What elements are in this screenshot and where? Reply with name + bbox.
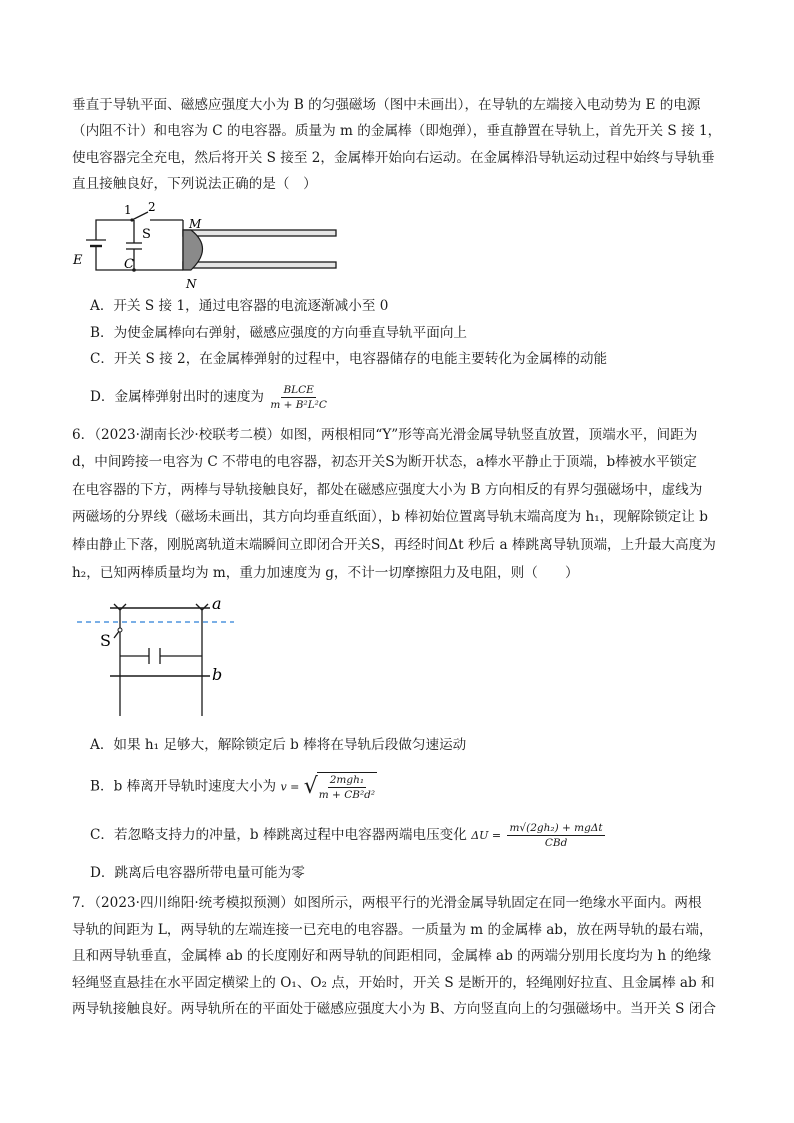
- q6-option-c-fraction: [507, 822, 604, 849]
- q5-line-3: 使电容器完全充电，然后将开关 S 接至 2，金属棒开始向右运动。在金属棒沿导轨运动过程中始终与导轨垂: [72, 150, 715, 166]
- label-s: S: [142, 227, 151, 242]
- q6-option-c-text: C．若忽略支持力的冲量，b 棒跳离过程中电容器两端电压变化: [90, 827, 467, 843]
- label-s: S: [100, 631, 111, 650]
- q6-option-c[interactable]: [90, 822, 607, 849]
- q7-line-4: 轻绳竖直悬挂在水平固定横梁上的 O₁、O₂ 点，开始时，开关 S 是断开的，轻绳刚好拉直、且金属棒 ab 和: [72, 975, 715, 991]
- label-e: E: [73, 253, 83, 268]
- q6-rail-diagram: [72, 592, 252, 724]
- fraction-denominator: m + CB²d²: [318, 789, 376, 801]
- label-n: N: [186, 277, 197, 291]
- v-equals: v =: [280, 780, 300, 794]
- q6-line-4: 两磁场的分界线（磁场未画出，其方向均垂直纸面），b 棒初始位置离导轨末端高度为 h₁，现解除锁定让 b: [72, 509, 708, 525]
- q6-line-5: 棒由静止下落，刚脱离轨道末端瞬间立即闭合开关S，再经时间Δt 秒后 a 棒跳离导轨顶端，上升最大高度为: [72, 537, 716, 553]
- label-c: C: [124, 257, 134, 272]
- q6-line-1: 6．（2023·湖南长沙·校联考二模）如图，两根相同“Y”形等高光滑金属导轨竖直放置，顶端水平，间距为: [72, 427, 698, 443]
- label-m: M: [189, 217, 202, 231]
- q5-option-c[interactable]: C．开关 S 接 2，在金属棒弹射的过程中，电容器储存的电能主要转化为金属棒的动能: [90, 351, 608, 367]
- q5-circuit-diagram: [68, 200, 348, 292]
- q6-option-b-sqrt: [304, 772, 377, 802]
- q6-option-a[interactable]: A．如果 h₁ 足够大，解除锁定后 b 棒将在导轨后段做匀速运动: [90, 737, 467, 753]
- q6-line-3: 在电容器的下方，两棒与导轨接触良好，都处在磁感应强度大小为 B 方向相反的有界匀强磁场中，虚线为: [72, 482, 703, 498]
- q6-option-b-fraction: [319, 774, 375, 801]
- q6-option-b-text: B．b 棒离开导轨时速度大小为: [90, 778, 277, 795]
- delta-u-equals: ΔU =: [471, 829, 502, 842]
- wire-left-top: [96, 220, 132, 230]
- wire-bottom: [96, 252, 183, 270]
- label-b: b: [212, 665, 223, 684]
- q7-line-5: 两导轨接触良好。两导轨所在的平面处于磁感应强度大小为 B、方向竖直向上的匀强磁场中。当开关 S 闭合: [72, 1001, 716, 1017]
- q5-option-a[interactable]: A．开关 S 接 1，通过电容器的电流逐渐减小至 0: [90, 298, 389, 314]
- q5-line-1: 垂直于导轨平面、磁感应强度大小为 B 的匀强磁场（图中未画出），在导轨的左端接入电动势为 E 的电源: [72, 97, 701, 113]
- q5-line-2: （内阻不计）和电容为 C 的电容器。质量为 m 的金属棒（即炮弹），垂直静置在导轨上，首先开关 S 接 1，: [72, 123, 722, 139]
- fraction-numerator: 2mgh₁: [329, 774, 365, 786]
- q5-option-b[interactable]: B．为使金属棒向右弹射，磁感应强度的方向垂直导轨平面向上: [90, 325, 468, 341]
- q7-line-3: 且和两导轨垂直，金属棒 ab 的长度刚好和两导轨的间距相同，金属棒 ab 的两端分别用长度均为 h 的绝缘: [72, 948, 712, 964]
- label-1: 1: [124, 203, 132, 217]
- radical-icon: √: [303, 774, 318, 799]
- fraction-numerator: BLCE: [283, 384, 314, 396]
- q5-option-d-text: D．金属棒弹射出时的速度为: [90, 389, 265, 405]
- switch-lever: [132, 212, 148, 220]
- q5-line-4: 直且接触良好，下列说法正确的是（ ）: [72, 176, 317, 192]
- q6-option-b[interactable]: [90, 772, 377, 802]
- q6-line-2: d，中间跨接一电容为 C 不带电的电容器，初态开关S为断开状态，a棒水平静止于顶端，b棒被水平锁定: [72, 454, 697, 470]
- fraction-denominator: m + B²L²C: [270, 399, 327, 411]
- q6-line-6: h₂，已知两棒质量均为 m，重力加速度为 g，不计一切摩擦阻力及电阻，则（ ）: [72, 565, 579, 581]
- label-2: 2: [148, 200, 156, 214]
- q6-option-d[interactable]: D．跳离后电容器所带电量可能为零: [90, 865, 305, 881]
- q7-line-1: 7．（2023·四川绵阳·统考模拟预测）如图所示，两根平行的光滑金属导轨固定在同一绝缘水平面内。两根: [72, 895, 702, 911]
- q5-option-d-fraction: [270, 384, 327, 411]
- q7-line-2: 导轨的间距为 L，两导轨的左端连接一已充电的电容器。一质量为 m 的金属棒 ab，放在两导轨的最右端，: [72, 922, 713, 938]
- label-a: a: [212, 594, 222, 613]
- fraction-denominator: CBd: [544, 837, 568, 849]
- fraction-numerator: m√(2gh₂) + mgΔt: [509, 822, 603, 834]
- q5-option-d[interactable]: [90, 384, 329, 411]
